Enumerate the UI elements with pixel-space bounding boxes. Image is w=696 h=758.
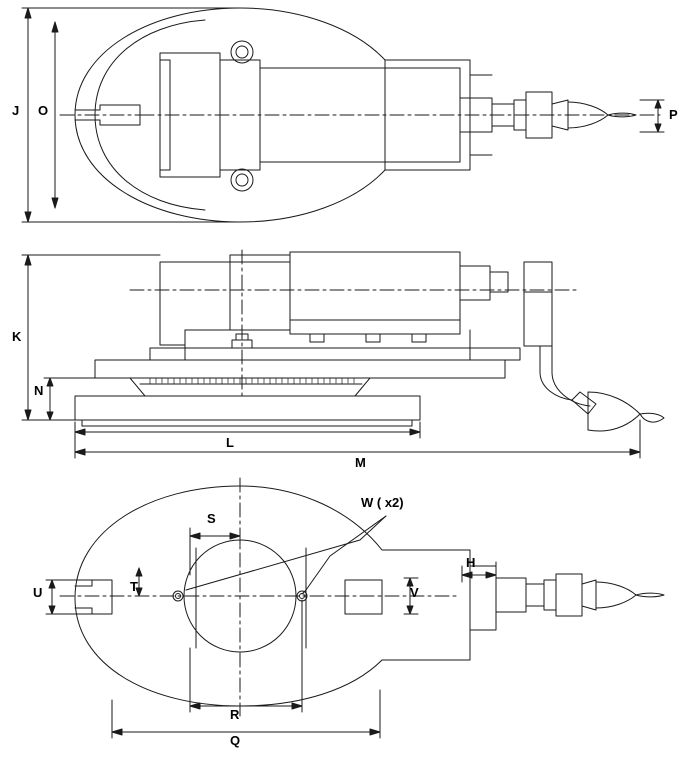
dim-label-M: M [355,455,366,470]
dim-label-S: S [207,511,216,526]
dim-label-W: W ( x2) [361,495,404,510]
dim-label-T: T [130,579,138,594]
dim-label-J: J [12,103,20,118]
dim-label-H: H [466,555,476,570]
top-view-geometry [60,8,660,222]
dim-label-R: R [230,707,240,722]
dim-label-P: P [669,107,678,122]
dim-label-V: V [410,585,419,600]
dim-label-O: O [38,103,49,118]
dim-label-L: L [226,435,234,450]
dim-label-U: U [33,585,43,600]
front-view-geometry [75,250,664,431]
front-view-dimensions [22,255,640,458]
dim-label-Q: Q [230,733,241,748]
bottom-view-geometry [60,478,664,716]
dim-label-K: K [12,329,22,344]
dim-label-N: N [34,383,44,398]
